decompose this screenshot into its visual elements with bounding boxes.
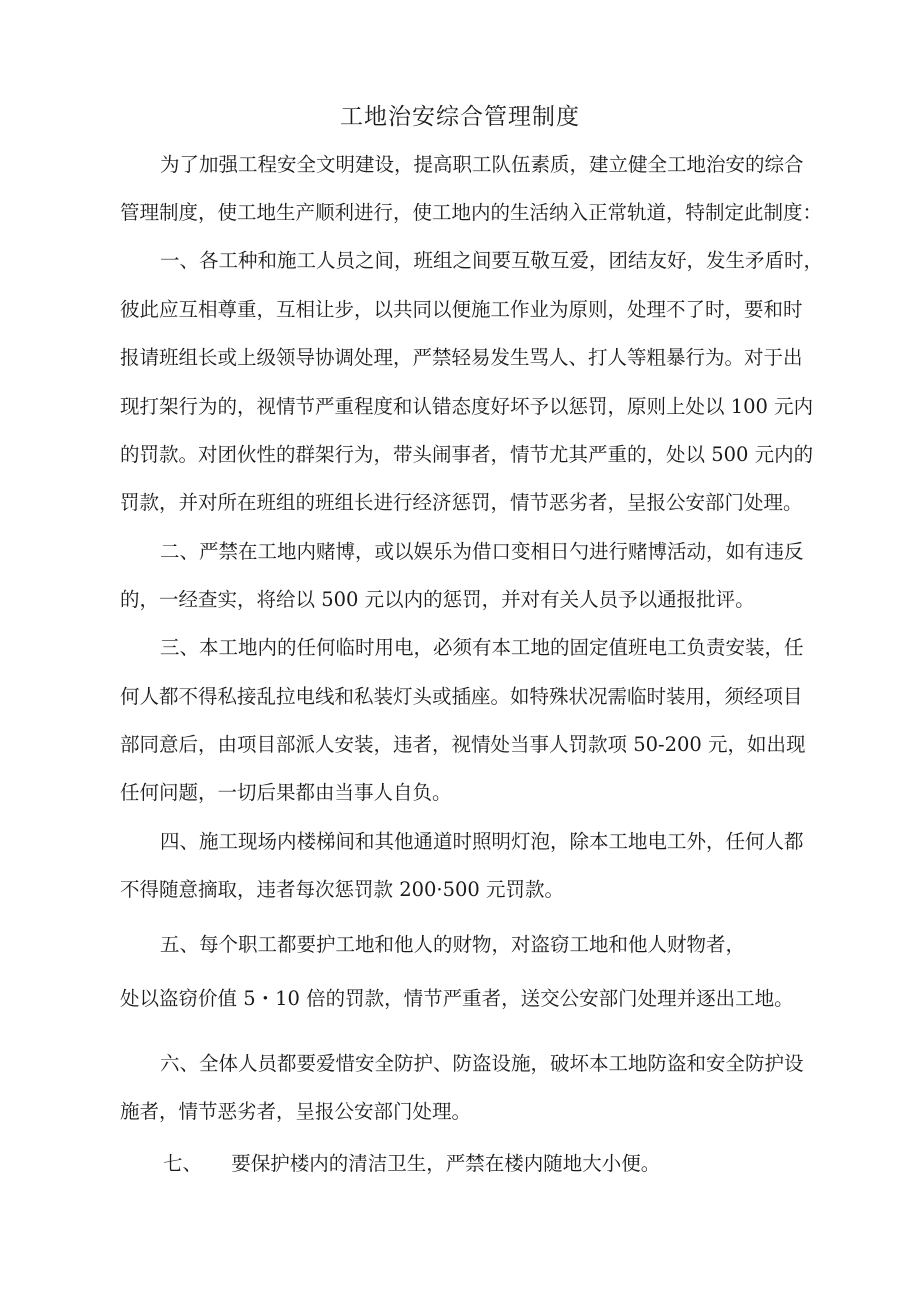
section1-line-1: 一、各工种和施工人员之间，班组之间要互敬互爱，团结友好，发生矛盾时， — [160, 249, 824, 272]
section1-line-2: 彼此应互相尊重，互相让步，以共同以便施工作业为原则，处理不了时，要和时 — [120, 298, 803, 321]
section1-line-5: 的罚款。对团伙性的群架行为，带头闹事者，情节尤其严重的，处以 500 元内的 — [120, 443, 814, 466]
section1-line-3: 报请班组长或上级领导协调处理，严禁轻易发生骂人、打人等粗暴行为。对于出 — [120, 346, 803, 369]
document-title: 工地治安综合管理制度 — [340, 104, 580, 130]
section5-line-1: 五、每个职工都要护工地和他人的财物，对盗窃工地和他人财物者， — [160, 933, 746, 956]
section1-line-4: 现打架行为的，视情节严重程度和认错态度好坏予以惩罚，原则上处以 100 元内 — [120, 395, 814, 418]
intro-line-2: 管理制度，使工地生产顺利进行，使工地内的生活纳入正常轨道，特制定此制度： — [120, 201, 823, 224]
section3-line-2: 何人都不得私接乱拉电线和私装灯头或插座。如特殊状况需临时装用，须经项目 — [120, 685, 803, 708]
section3-line-1: 三、本工地内的任何临时用电，必须有本工地的固定值班电工负责安装，任 — [160, 636, 804, 659]
section3-line-4: 任何问题，一切后果都由当事人自负。 — [120, 781, 452, 804]
section6-line-2: 施者，情节恶劣者，呈报公安部门处理。 — [120, 1100, 472, 1123]
section2-line-2: 的，一经查实，将给以 500 元以内的惩罚，并对有关人员予以通报批评。 — [120, 588, 755, 611]
section2-line-1: 二、严禁在工地内赌博，或以娱乐为借口变相日勺进行赌博活动，如有违反 — [160, 540, 804, 563]
intro-line-1: 为了加强工程安全文明建设，提高职工队伍素质，建立健全工地治安的综合 — [160, 153, 804, 176]
section4-line-2: 不得随意摘取，违者每次惩罚款 200·500 元罚款。 — [120, 878, 565, 901]
section4-line-1: 四、施工现场内楼梯间和其他通道时照明灯泡，除本工地电工外，任何人都 — [160, 830, 804, 853]
section7-line-1: 七、 要保护楼内的清洁卫生，严禁在楼内随地大小便。 — [163, 1152, 661, 1175]
section3-line-3: 部同意后，由项目部派人安装，违者，视情处当事人罚款项 50-200 元，如出现 — [120, 733, 806, 756]
section5-line-2: 处以盗窃价值 5・10 倍的罚款，情节严重者，送交公安部门处理并逐出工地。 — [120, 987, 794, 1010]
section6-line-1: 六、全体人员都要爱惜安全防护、防盗设施，破坏本工地防盗和安全防护设 — [160, 1052, 804, 1075]
section1-line-6: 罚款，并对所在班组的班组长进行经济惩罚，情节恶劣者，呈报公安部门处理。 — [120, 491, 803, 514]
